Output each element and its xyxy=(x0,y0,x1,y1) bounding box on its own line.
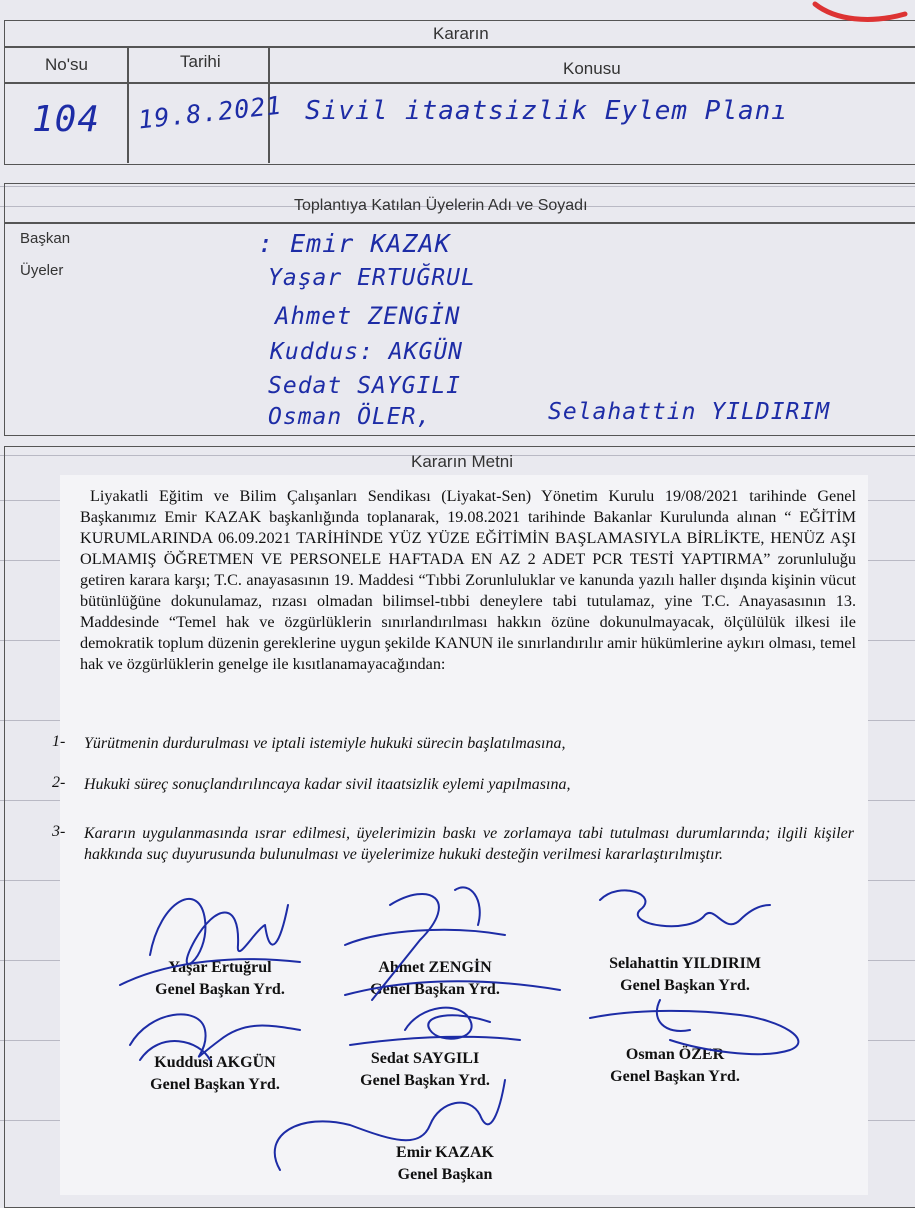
signer-role: Genel Başkan Yrd. xyxy=(155,981,285,998)
signer-name: Emir KAZAK xyxy=(396,1144,494,1161)
signer-name: Kuddusi AKGÜN xyxy=(154,1054,276,1071)
decision-item: Hukuki süreç sonuçlandırılıncaya kadar sivil itaatsizlik eylemi yapılmasına, xyxy=(84,776,571,793)
signature-block xyxy=(575,1044,775,1088)
attendee-name: Yaşar ERTUĞRUL xyxy=(268,265,476,291)
members-label: Üyeler xyxy=(20,262,64,279)
item-number: 2- xyxy=(52,774,66,791)
signature-block xyxy=(335,957,535,1001)
decision-item: Kararın uygulanmasında ısrar edilmesi, üyelerimizin baskı ve zorlamaya tabi tutulması durumlarında; ilgili kişiler hakkında suç duyurusunda bulunulması ve üyelerimize hukuki desteğin verilmesi kararlaştırılmıştır. xyxy=(84,825,854,863)
attendee-name: Sedat SAYGILI xyxy=(268,373,462,399)
attendee-name-extra: Selahattin YILDIRIM xyxy=(548,399,831,425)
col-header-subject: Konusu xyxy=(563,59,621,78)
signature-block xyxy=(575,953,795,997)
signer-name: Ahmet ZENGİN xyxy=(378,959,492,976)
attendee-name: : Emir KAZAK xyxy=(258,229,451,258)
decision-number: 104 xyxy=(32,99,101,140)
attendee-name: Osman ÖLER, xyxy=(268,404,432,430)
president-label: Başkan xyxy=(20,230,71,247)
attendee-name: Kuddus: AKGÜN xyxy=(270,339,464,365)
signature-block xyxy=(345,1142,545,1186)
signer-role: Genel Başkan Yrd. xyxy=(370,981,500,998)
decision-text-title: Kararın Metni xyxy=(411,452,514,471)
signer-name: Osman ÖZER xyxy=(625,1046,725,1063)
attendees-title: Toplantıya Katılan Üyelerin Adı ve Soyadı xyxy=(294,197,588,214)
decision-item: Yürütmenin durdurulması ve iptali istemiyle hukuki sürecin başlatılmasına, xyxy=(84,735,566,752)
signer-name: Selahattin YILDIRIM xyxy=(609,955,761,972)
section-title-karar: Kararın xyxy=(433,24,489,43)
decision-subject: Sivil itaatsizlik Eylem Planı xyxy=(305,96,788,126)
signer-role: Genel Başkan Yrd. xyxy=(150,1076,280,1093)
decision-body: Liyakatli Eğitim ve Bilim Çalışanları Sendikası (Liyakat-Sen) Yönetim Kurulu 19/08/2021 tarihinde Genel Başkanımız Emir KAZAK başkanlığında toplanarak, 19.08.2021 tarihinde Bakanlar Kurulunda alınan “ EĞİTİM KURUMLARINDA 06.09.2021 TARİHİNDE YÜZ YÜZE EĞİTİMİN BAŞLAMASIYLA BİRLİKTE, HENÜZ AŞI OLMAMIŞ ÖĞRETMEN VE PERSONELE HAFTADA EN AZ 2 ADET PCR TESTİ YAPTIRMA” zorunluluğu getiren karara karşı; T.C. anayasasının 19. Maddesi “Tıbbi Zorunluluklar ve kanunda yazılı haller dışında kişinin vücut bütünlüğüne dokunulamaz, rızası olmadan bilimsel-tıbbi deneylere tabi tutulamaz, yine T.C. Anayasasının 13. Maddesinde “Temel hak ve özgürlüklerin sınırlandırılması hakkın özüne dokunulmayacak, ölçülülük ilkesi ile demokratik toplum düzenin gereklerine uygun şekilde KANUN ile sınırlandırılır amir hükümlerine aykırı olması, temel hak ve özgürlüklerin genelge ile kısıtlanamayacağından: xyxy=(80,487,856,673)
signature-block xyxy=(115,1052,315,1096)
col-header-date: Tarihi xyxy=(180,52,221,71)
signer-role: Genel Başkan Yrd. xyxy=(360,1072,490,1089)
signer-name: Sedat SAYGILI xyxy=(370,1050,480,1067)
column-divider xyxy=(127,46,129,163)
attendee-name: Ahmet ZENGİN xyxy=(275,302,461,330)
signature-block xyxy=(120,957,320,1001)
signer-role: Genel Başkan Yrd. xyxy=(620,977,750,994)
signer-name: Yaşar Ertuğrul xyxy=(168,959,272,976)
signature-block xyxy=(325,1048,525,1092)
corner-stamp-mark xyxy=(815,4,905,19)
item-number: 3- xyxy=(52,823,66,840)
signer-role: Genel Başkan Yrd. xyxy=(610,1068,740,1085)
header-divider xyxy=(4,46,915,48)
decision-date: 19.8.2021 xyxy=(136,90,284,135)
signer-role: Genel Başkan xyxy=(397,1166,493,1183)
col-header-no: No'su xyxy=(45,55,88,74)
header-divider xyxy=(4,82,915,84)
item-number: 1- xyxy=(52,733,66,750)
attendees-divider xyxy=(4,222,915,224)
